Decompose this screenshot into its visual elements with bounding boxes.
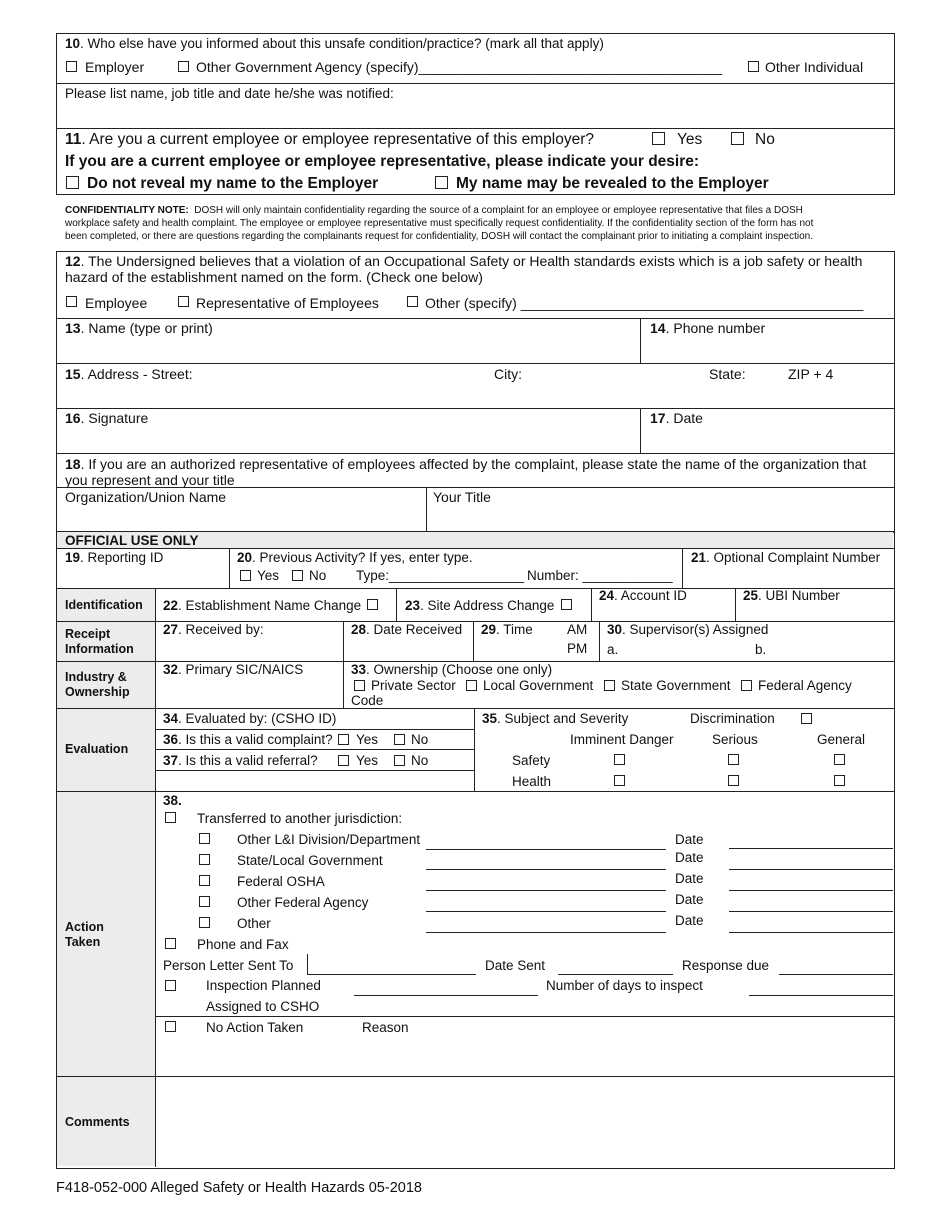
divider xyxy=(155,729,474,730)
reason-label: Reason xyxy=(362,1020,409,1035)
f32-label: 32. Primary SIC/NAICS xyxy=(163,662,304,677)
q17-label: 17. Date xyxy=(650,410,703,426)
q12-other-checkbox[interactable] xyxy=(407,296,418,307)
q18-org-label: Organization/Union Name xyxy=(65,489,227,505)
f33-local-label: Local Government xyxy=(483,678,594,693)
f27-label: 27. Received by: xyxy=(163,622,264,637)
q15-state: State: xyxy=(709,366,746,382)
other-federal-checkbox[interactable] xyxy=(199,896,210,907)
f36-yes-checkbox[interactable] xyxy=(338,734,349,745)
f30-b: b. xyxy=(755,642,767,657)
f36-no-checkbox[interactable] xyxy=(394,734,405,745)
f20-type: Type:__________________ xyxy=(356,568,525,583)
industry-label-2: Ownership xyxy=(65,685,130,699)
action-label-2: Taken xyxy=(65,935,101,949)
phone-fax-checkbox[interactable] xyxy=(165,938,176,949)
q11-reveal-label: My name may be revealed to the Employer xyxy=(456,175,769,192)
f33-local-checkbox[interactable] xyxy=(466,680,477,691)
f37-no-label: No xyxy=(411,753,429,768)
health-general-checkbox[interactable] xyxy=(834,775,845,786)
divider xyxy=(56,791,894,792)
safety-general-checkbox[interactable] xyxy=(834,754,845,765)
other-federal-label: Other Federal Agency xyxy=(237,895,369,910)
f33-label: 33. Ownership (Choose one only) xyxy=(351,662,553,677)
divider xyxy=(56,363,894,364)
f25-label: 25. UBI Number xyxy=(743,588,840,603)
q18-title-label: Your Title xyxy=(433,489,491,505)
f35-health: Health xyxy=(512,774,552,789)
health-imminent-checkbox[interactable] xyxy=(614,775,625,786)
divider xyxy=(473,621,474,661)
state-local-label: State/Local Government xyxy=(237,853,383,868)
transferred-checkbox[interactable] xyxy=(165,812,176,823)
official-use-header: OFFICIAL USE ONLY xyxy=(65,533,199,548)
q11-not-reveal-label: Do not reveal my name to the Employer xyxy=(87,175,379,192)
date-label-3: Date xyxy=(675,871,704,886)
f34-label: 34. Evaluated by: (CSHO ID) xyxy=(163,711,337,726)
line xyxy=(749,995,893,996)
f35-safety: Safety xyxy=(512,753,551,768)
q14-label: 14. Phone number xyxy=(650,320,766,336)
f36-no-label: No xyxy=(411,732,429,747)
q10-list-label: Please list name, job title and date he/she was notified: xyxy=(65,86,394,101)
divider xyxy=(229,548,230,588)
f22-checkbox[interactable] xyxy=(367,599,378,610)
q11-no-label: No xyxy=(755,131,775,148)
line xyxy=(307,974,476,975)
f37-label: 37. Is this a valid referral? xyxy=(163,753,318,768)
q15-label: 15. Address - Street: xyxy=(65,366,193,382)
days-to-inspect-label: Number of days to inspect xyxy=(546,978,703,993)
confidentiality-note-line-3: been completed, or there are questions regarding the complainants request for confidentiality, DOSH will contact the complainant prior to initiating a complaint inspection. xyxy=(65,231,813,242)
f33-private-checkbox[interactable] xyxy=(354,680,365,691)
f33-state-checkbox[interactable] xyxy=(604,680,615,691)
person-letter-label: Person Letter Sent To xyxy=(163,958,294,973)
other-li-checkbox[interactable] xyxy=(199,833,210,844)
divider xyxy=(56,83,894,84)
divider xyxy=(682,548,683,588)
q18-line-1: 18. If you are an authorized representative of employees affected by the complaint, please state the name of the organization that xyxy=(65,456,867,472)
divider xyxy=(56,408,894,409)
divider xyxy=(56,453,894,454)
inspection-planned-label: Inspection Planned xyxy=(206,978,321,993)
q12-rep-label: Representative of Employees xyxy=(196,295,379,311)
q12-line-1: 12. The Undersigned believes that a violation of an Occupational Safety or Health standards exists which is a job safety or health xyxy=(65,253,863,269)
other-li-label: Other L&I Division/Department xyxy=(237,832,421,847)
f35-serious: Serious xyxy=(712,732,758,747)
divider xyxy=(343,661,344,708)
footer-form-id: F418-052-000 Alleged Safety or Health Hazards 05-2018 xyxy=(56,1180,422,1196)
receipt-label-2: Information xyxy=(65,642,134,656)
q11-desire: If you are a current employee or employee representative, please indicate your desire: xyxy=(65,153,700,170)
action-label-1: Action xyxy=(65,920,104,934)
line xyxy=(426,849,666,850)
q10-other-gov-label: Other Government Agency (specify)_______________________________________ xyxy=(196,59,723,75)
assigned-csho-label: Assigned to CSHO xyxy=(206,999,320,1014)
line xyxy=(729,848,893,849)
response-due-label: Response due xyxy=(682,958,770,973)
q12-employee-checkbox[interactable] xyxy=(66,296,77,307)
line xyxy=(426,890,666,891)
f24-label: 24. Account ID xyxy=(599,588,687,603)
f37-yes-label: Yes xyxy=(356,753,379,768)
q12-other-label: Other (specify) ____________________________________________ xyxy=(425,295,864,311)
divider xyxy=(155,749,474,750)
f30-a: a. xyxy=(607,642,619,657)
identification-label: Identification xyxy=(65,598,143,612)
f33-federal-label: Federal Agency xyxy=(758,678,852,693)
receipt-label-1: Receipt xyxy=(65,627,111,641)
federal-osha-label: Federal OSHA xyxy=(237,874,325,889)
q10-other-gov-checkbox[interactable] xyxy=(178,61,189,72)
f35-discrimination-checkbox[interactable] xyxy=(801,713,812,724)
f30-label: 30. Supervisor(s) Assigned xyxy=(607,622,769,637)
date-label-4: Date xyxy=(675,892,704,907)
divider xyxy=(474,708,475,791)
no-action-label: No Action Taken xyxy=(206,1020,304,1035)
divider xyxy=(56,487,894,488)
f29-pm: PM xyxy=(567,641,588,656)
f20-yes-label: Yes xyxy=(257,568,280,583)
f21-label: 21. Optional Complaint Number xyxy=(691,550,881,565)
comments-label: Comments xyxy=(65,1115,130,1129)
line xyxy=(729,932,893,933)
state-local-checkbox[interactable] xyxy=(199,854,210,865)
divider xyxy=(155,770,474,771)
divider xyxy=(599,621,600,661)
q12-rep-checkbox[interactable] xyxy=(178,296,189,307)
q15-city: City: xyxy=(494,366,522,382)
health-serious-checkbox[interactable] xyxy=(728,775,739,786)
q12-line-2: hazard of the establishment named on the form. (Check one below) xyxy=(65,269,483,285)
q13-label: 13. Name (type or print) xyxy=(65,320,213,336)
f20-number: Number: ____________ xyxy=(527,568,673,583)
phone-fax-label: Phone and Fax xyxy=(197,937,289,952)
line xyxy=(729,869,893,870)
f33-code-label: Code xyxy=(351,693,384,708)
divider xyxy=(591,588,592,621)
f29-am: AM xyxy=(567,622,588,637)
date-label-1: Date xyxy=(675,832,704,847)
f35-imminent: Imminent Danger xyxy=(570,732,674,747)
safety-serious-checkbox[interactable] xyxy=(728,754,739,765)
f20-no-label: No xyxy=(309,568,327,583)
q11-yes-checkbox[interactable] xyxy=(652,132,665,145)
q11-no-checkbox[interactable] xyxy=(731,132,744,145)
f20-no-checkbox[interactable] xyxy=(292,570,303,581)
other-label: Other xyxy=(237,916,271,931)
line xyxy=(729,911,893,912)
f23-checkbox[interactable] xyxy=(561,599,572,610)
divider xyxy=(56,1076,894,1077)
other-checkbox[interactable] xyxy=(199,917,210,928)
line xyxy=(426,911,666,912)
q11-reveal-checkbox[interactable] xyxy=(435,176,448,189)
f36-label: 36. Is this a valid complaint? xyxy=(163,732,333,747)
divider xyxy=(56,128,894,129)
no-action-checkbox[interactable] xyxy=(165,1021,176,1032)
divider xyxy=(56,318,894,319)
divider xyxy=(640,318,641,363)
f37-yes-checkbox[interactable] xyxy=(338,755,349,766)
q11-question: 11. Are you a current employee or employee representative of this employer? xyxy=(65,131,595,148)
divider xyxy=(56,548,894,549)
f35-label: 35. Subject and Severity xyxy=(482,711,629,726)
divider xyxy=(426,487,427,532)
divider xyxy=(640,408,641,453)
f33-federal-checkbox[interactable] xyxy=(741,680,752,691)
f19-label: 19. Reporting ID xyxy=(65,550,164,565)
inspection-planned-checkbox[interactable] xyxy=(165,980,176,991)
divider xyxy=(396,588,397,621)
divider xyxy=(343,621,344,661)
line xyxy=(558,974,673,975)
f23-label: 23. Site Address Change xyxy=(405,598,555,613)
q18-line-2: you represent and your title xyxy=(65,472,235,488)
transferred-label: Transferred to another jurisdiction: xyxy=(197,811,403,826)
f37-no-checkbox[interactable] xyxy=(394,755,405,766)
divider xyxy=(307,954,308,974)
confidentiality-note-line-2: workplace safety and health complaint. The employee or employee representative must specifically request confidentiality. If the confidentiality section of the form has not xyxy=(65,218,814,229)
divider xyxy=(155,1016,894,1017)
divider xyxy=(155,588,156,1167)
f35-discrimination: Discrimination xyxy=(690,711,775,726)
line xyxy=(729,890,893,891)
q11-yes-label: Yes xyxy=(677,131,703,148)
f20-yes-checkbox[interactable] xyxy=(240,570,251,581)
date-label-5: Date xyxy=(675,913,704,928)
f36-yes-label: Yes xyxy=(356,732,379,747)
federal-osha-checkbox[interactable] xyxy=(199,875,210,886)
safety-imminent-checkbox[interactable] xyxy=(614,754,625,765)
line xyxy=(426,932,666,933)
f35-general: General xyxy=(817,732,866,747)
f28-label: 28. Date Received xyxy=(351,622,463,637)
divider xyxy=(735,588,736,621)
q10-question: 10. Who else have you informed about this unsafe condition/practice? (mark all that apply) xyxy=(65,36,604,51)
q10-employer-checkbox[interactable] xyxy=(66,61,77,72)
date-label-2: Date xyxy=(675,850,704,865)
line xyxy=(354,995,538,996)
q16-label: 16. Signature xyxy=(65,410,149,426)
f20-label: 20. Previous Activity? If yes, enter type. xyxy=(237,550,473,565)
q10-other-individual-checkbox[interactable] xyxy=(748,61,759,72)
confidentiality-note-line-1: CONFIDENTIALITY NOTE: DOSH will only maintain confidentiality regarding the source of a complaint for an employee or employee representative that files a DOSH xyxy=(65,205,803,216)
divider xyxy=(56,708,894,709)
line xyxy=(426,869,666,870)
f38-num: 38. xyxy=(163,793,182,808)
f29-label: 29. Time xyxy=(481,622,533,637)
f33-state-label: State Government xyxy=(621,678,731,693)
q10-employer-label: Employer xyxy=(85,59,145,75)
f33-private-label: Private Sector xyxy=(371,678,456,693)
q15-zip: ZIP + 4 xyxy=(788,366,834,382)
evaluation-label: Evaluation xyxy=(65,742,129,756)
q11-not-reveal-checkbox[interactable] xyxy=(66,176,79,189)
date-sent-label: Date Sent xyxy=(485,958,546,973)
q12-employee-label: Employee xyxy=(85,295,148,311)
q10-other-individual-label: Other Individual xyxy=(765,59,864,75)
industry-label-1: Industry & xyxy=(65,670,127,684)
f22-label: 22. Establishment Name Change xyxy=(163,598,362,613)
line xyxy=(779,974,893,975)
